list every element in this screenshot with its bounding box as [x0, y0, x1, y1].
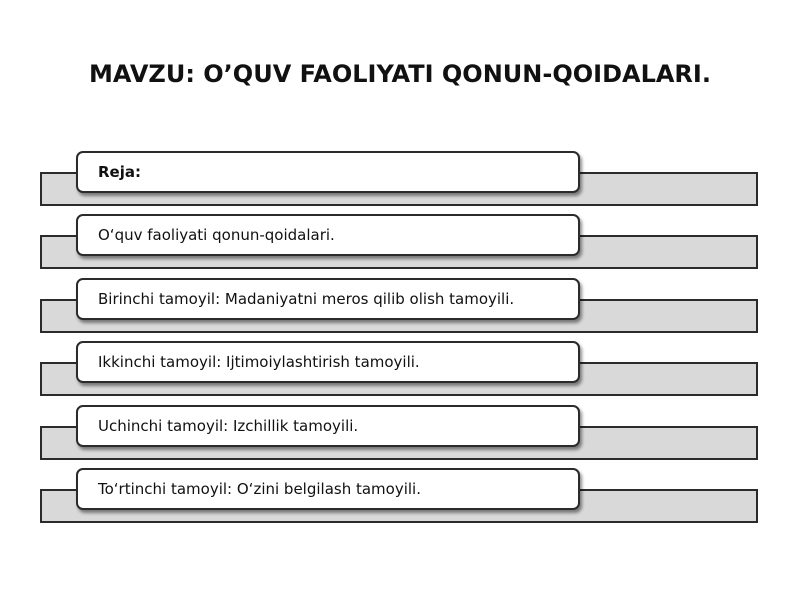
- list-item: [0, 468, 800, 528]
- list-item-label: Uchinchi tamoyil: Izchillik tamoyili.: [76, 405, 580, 447]
- list-item: [0, 341, 800, 401]
- list-item-label: Ikkinchi tamoyil: Ijtimoiylashtirish tamoyili.: [76, 341, 580, 383]
- slide-title: MAVZU: O’QUV FAOLIYATI QONUN-QOIDALARI.: [89, 60, 711, 88]
- list-item-label: Birinchi tamoyil: Madaniyatni meros qilib olish tamoyili.: [76, 278, 580, 320]
- list-item: [0, 278, 800, 338]
- list-item-label: To‘rtinchi tamoyil: O‘zini belgilash tamoyili.: [76, 468, 580, 510]
- list-item: [0, 214, 800, 274]
- list-item: [0, 151, 800, 211]
- list-item-label: Reja:: [76, 151, 580, 193]
- list-item: [0, 405, 800, 465]
- list-item-label: O‘quv faoliyati qonun-qoidalari.: [76, 214, 580, 256]
